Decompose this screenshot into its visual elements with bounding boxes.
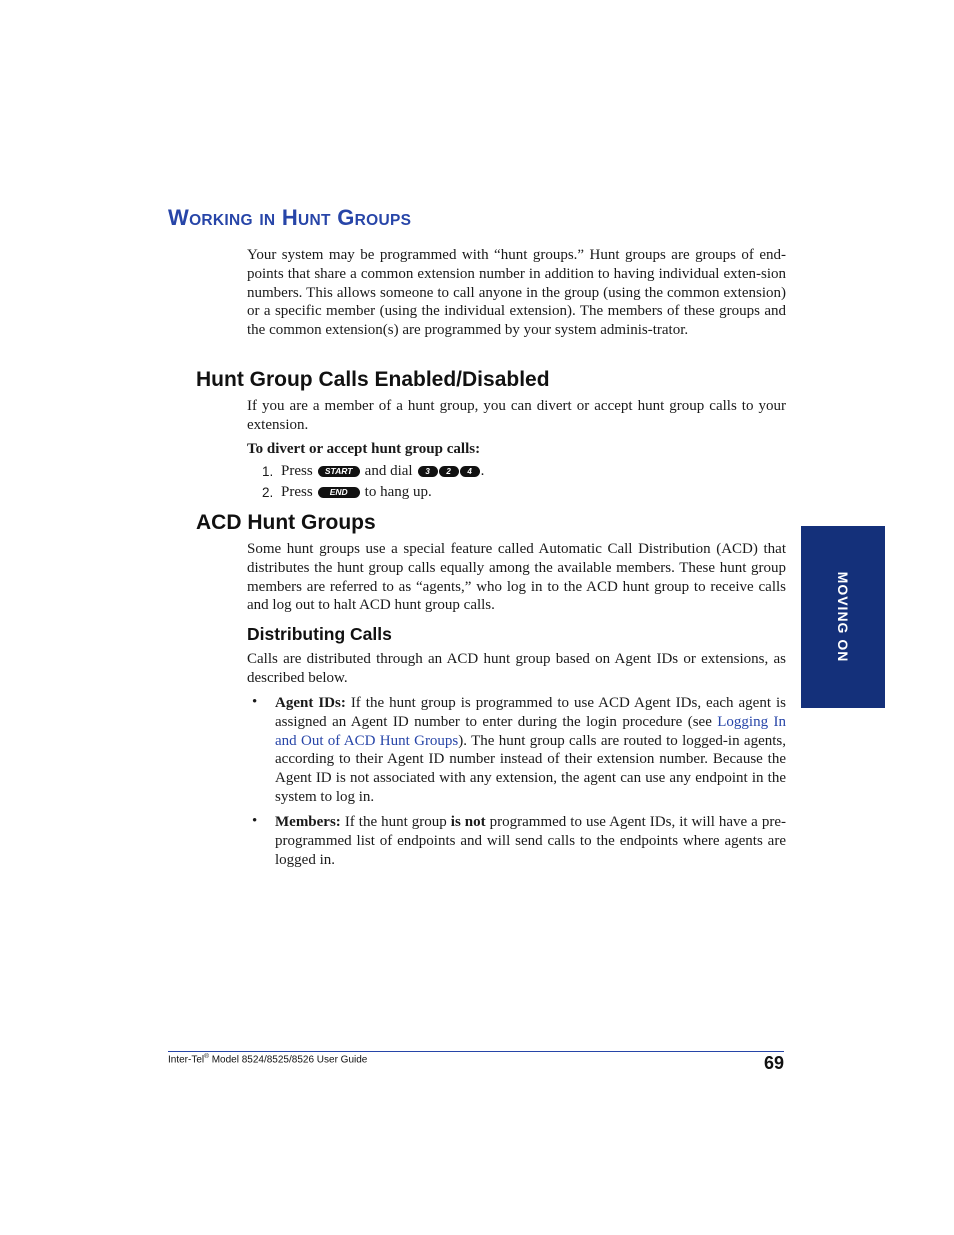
chapter-side-tab	[801, 526, 885, 708]
bullet-agent-ids: Agent IDs: If the hunt group is programmed to use ACD Agent IDs, each agent is assigned an Agent ID number to enter during the login procedure (see Logging In and Out of ACD Hunt Groups). The hunt group calls are routed to logged-in agents, according to their Agent ID number instead of their extension number. Because the Agent ID is not associated with any extension, the agent can use any endpoint in the system to log in.	[275, 695, 786, 805]
subsection-heading-distributing-calls: Distributing Calls	[247, 624, 392, 644]
section-heading-hunt-group-calls: Hunt Group Calls Enabled/Disabled	[196, 368, 550, 391]
step-text: Press	[281, 484, 313, 500]
footer-guide-title: Inter-Tel® Model 8524/8525/8526 User Guide	[168, 1053, 368, 1066]
section2-body: Some hunt groups use a special feature called Automatic Call Distribution (ACD) that distributes the hunt group calls equally among the available members. These hunt group members are referred to as “agents,” who log in to the ACD hunt group to receive calls and log out to halt ACD hunt group calls.	[247, 541, 786, 614]
chapter-tab-label: MOVING ON	[835, 571, 851, 663]
page-title: WORKING IN HUNT GROUPS	[168, 205, 412, 230]
step-number: 2.	[262, 485, 274, 500]
digit-key-icon: 4	[460, 466, 480, 477]
digit-key-icon: 3	[418, 466, 438, 477]
step-text: to hang up.	[364, 484, 432, 500]
digit-key-icon: 2	[439, 466, 459, 477]
section-heading-acd-hunt-groups: ACD Hunt Groups	[196, 511, 376, 534]
end-key-icon: END	[318, 487, 360, 498]
step-text: Press	[281, 463, 313, 479]
logging-in-out-link[interactable]: Logging In and Out of ACD Hunt Groups	[275, 713, 786, 749]
step-text: and dial	[364, 463, 413, 479]
bullet-label: Agent IDs:	[275, 695, 346, 711]
dial-digits	[418, 466, 481, 477]
procedure-step-1	[262, 463, 484, 480]
procedure-heading: To divert or accept hunt group calls:	[247, 441, 481, 457]
page-number: 69	[763, 1053, 784, 1073]
subsection-body: Calls are distributed through an ACD hunt group based on Agent IDs or extensions, as described below.	[247, 651, 786, 686]
start-key-icon: START	[318, 466, 360, 477]
intro-paragraph: Your system may be programmed with “hunt groups.” Hunt groups are groups of end-points that share a common extension number in addition to having individual exten-sion numbers. This allows someone to call anyone in the group (using the common extension) or a specific member (using the individual extension). The members of these groups and the common extension(s) are programmed by your system adminis-trator.	[247, 247, 786, 339]
step-number: 1.	[262, 464, 274, 479]
bullet-icon: •	[252, 694, 258, 710]
bullet-label: Members:	[275, 814, 341, 830]
section1-body: If you are a member of a hunt group, you can divert or accept hunt group calls to your extension.	[247, 398, 786, 433]
footer-divider	[168, 1051, 784, 1052]
bullet-members: Members: If the hunt group is not programmed to use Agent IDs, it will have a pre-programmed list of endpoints and will send calls to the endpoints where agents are logged in.	[275, 814, 786, 868]
procedure-step-2	[262, 484, 432, 501]
step-text: .	[480, 463, 485, 479]
bullet-icon: •	[252, 813, 258, 829]
